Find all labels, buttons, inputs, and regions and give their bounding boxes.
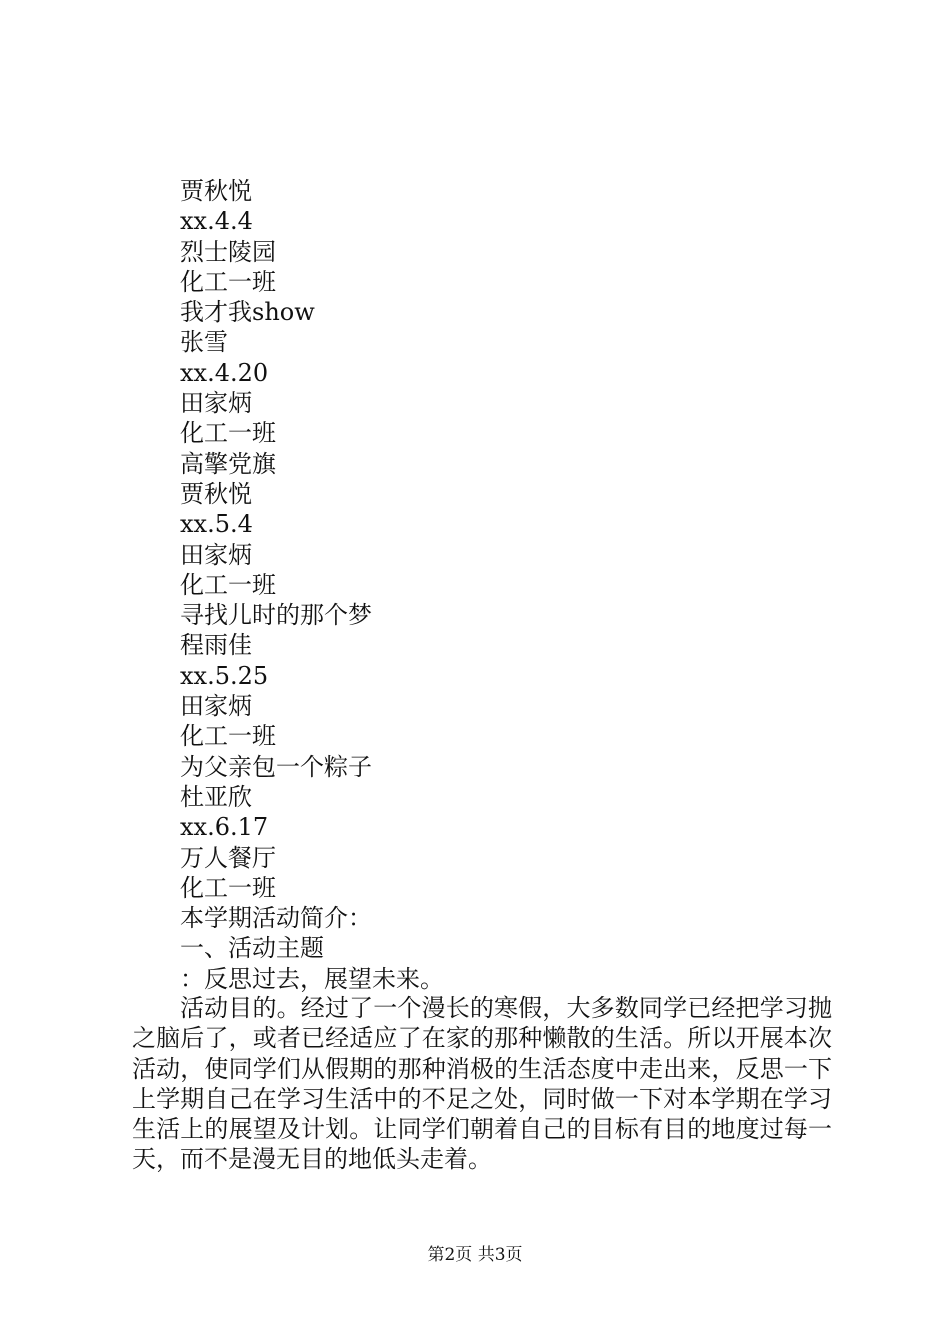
list-line: 寻找儿时的那个梦 [180,601,372,630]
list-line: xx.4.20 [180,358,269,387]
list-line: 杜亚欣 [180,782,252,811]
list-line: 化工一班 [180,419,276,448]
list-line: 田家炳 [180,540,252,569]
list-line: 贾秋悦 [180,177,252,205]
list-line: 张雪 [180,328,228,357]
list-line: 我才我show [180,298,315,327]
list-line: 化工一班 [180,722,276,751]
list-line: xx.6.17 [180,813,269,842]
section-heading: 本学期活动简介： [180,904,372,933]
list-line: 贾秋悦 [180,479,252,508]
body-paragraph: 活动目的。经过了一个漫长的寒假，大多数同学已经把学习抛之脑后了，或者已经适应了在家的那种懒散的生活。所以开展本次活动，使同学们从假期的那种消极的生活态度中走出来，反思一下上学期自己在学习生活中的不足之处，同时做一下对本学期在学习生活上的展望及计划。让同学们朝着自己的目标有目的地度过每一天，而不是漫无目的地低头走着。 [132,994,832,1174]
list-line: xx.5.4 [180,510,253,539]
list-line: 程雨佳 [180,631,252,660]
page-footer: 第2页 共3页 [427,1245,523,1265]
list-line: 为父亲包一个粽子 [180,752,372,781]
list-line: 化工一班 [180,267,276,296]
theme-text: ：反思过去，展望未来。 [180,964,444,993]
list-line: xx.4.4 [180,207,253,236]
subsection-heading: 一、活动主题 [180,934,324,963]
list-line: 高擎党旗 [180,449,276,478]
list-line: 化工一班 [180,873,276,902]
list-line: xx.5.25 [180,661,269,690]
list-line: 田家炳 [180,692,252,721]
activity-list [180,176,444,994]
list-line: 万人餐厅 [180,843,276,872]
list-line: 化工一班 [180,570,276,599]
list-line: 田家炳 [180,389,252,418]
list-line: 烈士陵园 [180,237,276,266]
